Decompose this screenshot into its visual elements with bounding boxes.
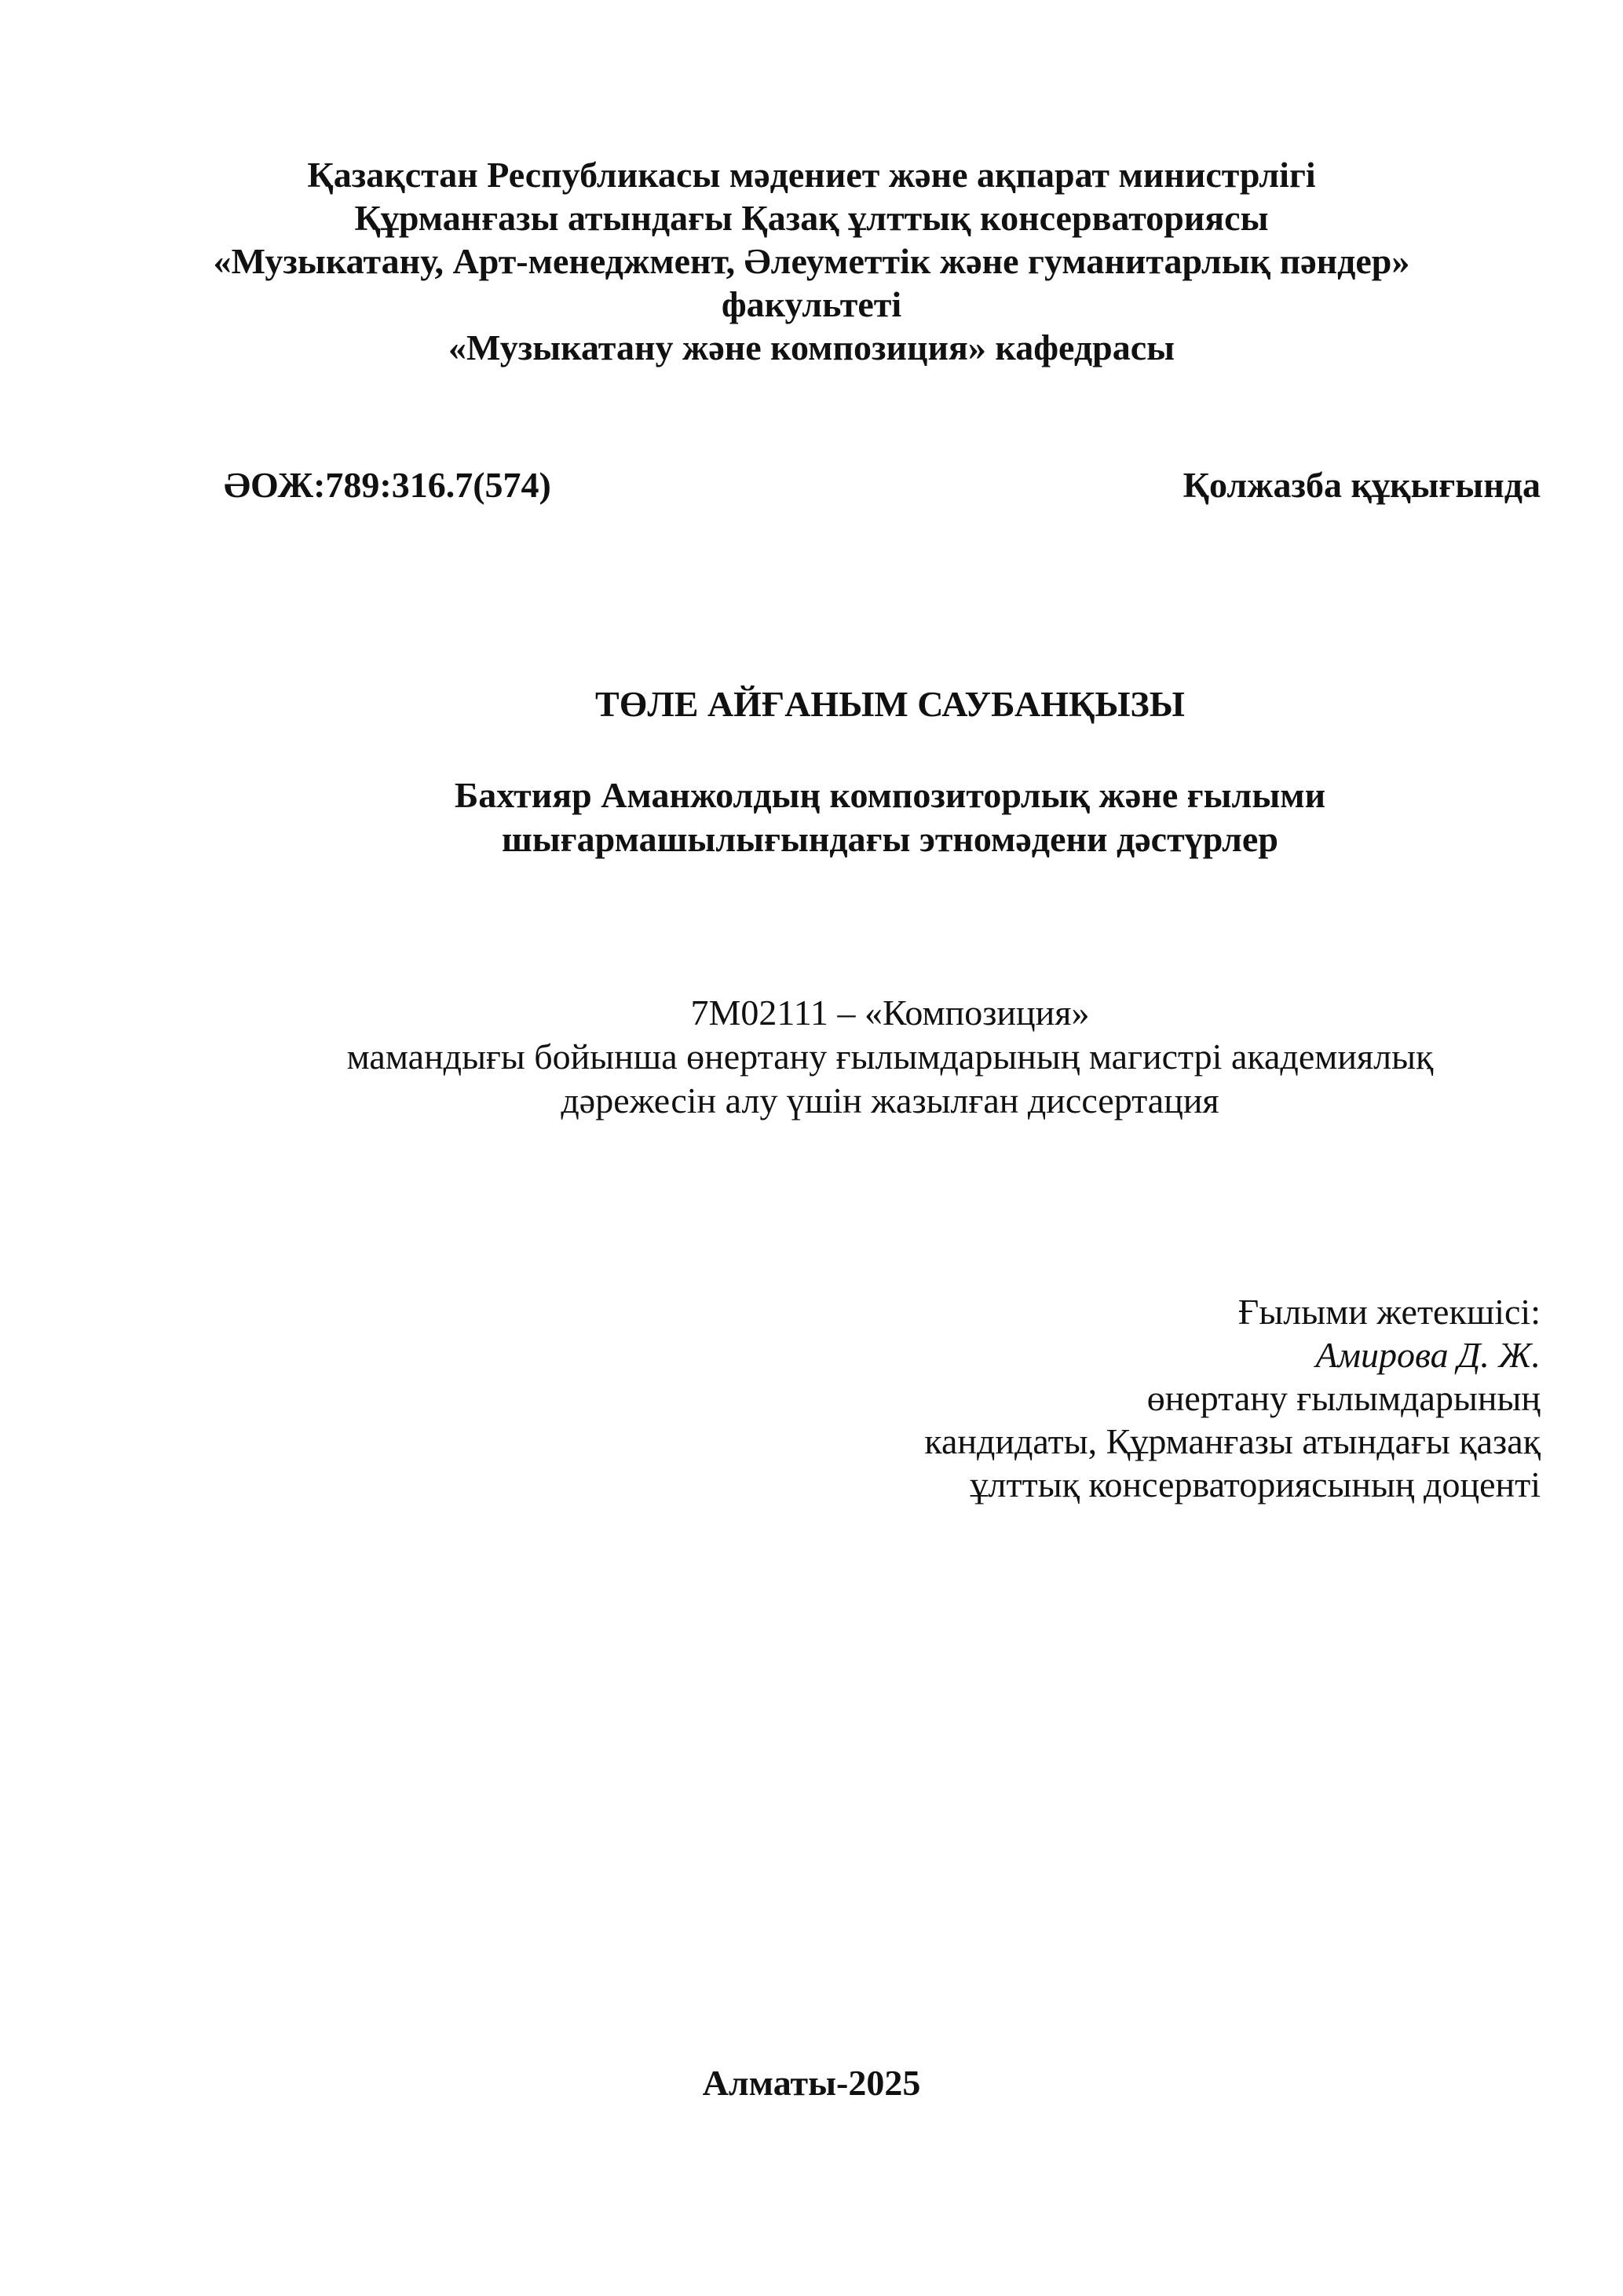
specialty-block — [0, 991, 1623, 1123]
supervisor-degree-2: кандидаты, Құрманғазы атындағы қазақ — [924, 1421, 1541, 1461]
supervisor-degree-3: ұлттық консерваториясының доценті — [970, 1464, 1541, 1504]
supervisor-name: Амирова Д. Ж. — [1315, 1335, 1541, 1375]
supervisor-block — [924, 1290, 1541, 1506]
faculty-word: факультеті — [721, 284, 902, 324]
faculty-line: «Музыкатану, Арт-менеджмент, Әлеуметтік және гуманитарлық пәндер» — [213, 241, 1410, 281]
specialty-description-1: мамандығы бойынша өнертану ғылымдарының магистрі академиялық — [346, 1036, 1434, 1077]
specialty-code: 7М02111 – «Композиция» — [690, 993, 1090, 1033]
supervisor-degree-1: өнертану ғылымдарының — [1146, 1378, 1541, 1418]
thesis-title-line-2: шығармашылығындағы этномәдени дәстүрлер — [502, 819, 1278, 859]
ministry-line: Қазақстан Республикасы мәдениет және ақпарат министрлігі — [307, 155, 1316, 195]
department-line: «Музыкатану және композиция» кафедрасы — [448, 327, 1175, 367]
author-name: ТӨЛЕ АЙҒАНЫМ САУБАНҚЫЗЫ — [595, 684, 1185, 724]
thesis-title-line-1: Бахтияр Аманжолдың композиторлық және ғылыми — [454, 775, 1326, 815]
conservatory-line: Құрманғазы атындағы Қазақ ұлттық консерваториясы — [354, 198, 1269, 238]
manuscript-rights: Қолжазба құқығында — [1183, 465, 1541, 505]
place-year: Алматы-2025 — [702, 2063, 921, 2103]
supervisor-label: Ғылыми жетекшісі: — [1237, 1292, 1541, 1332]
thesis-title — [0, 773, 1623, 861]
institution-header — [0, 153, 1623, 369]
specialty-description-2: дәрежесін алу үшін жазылған диссертация — [561, 1080, 1219, 1121]
udc-code: ӘОЖ:789:316.7(574) — [224, 465, 551, 505]
